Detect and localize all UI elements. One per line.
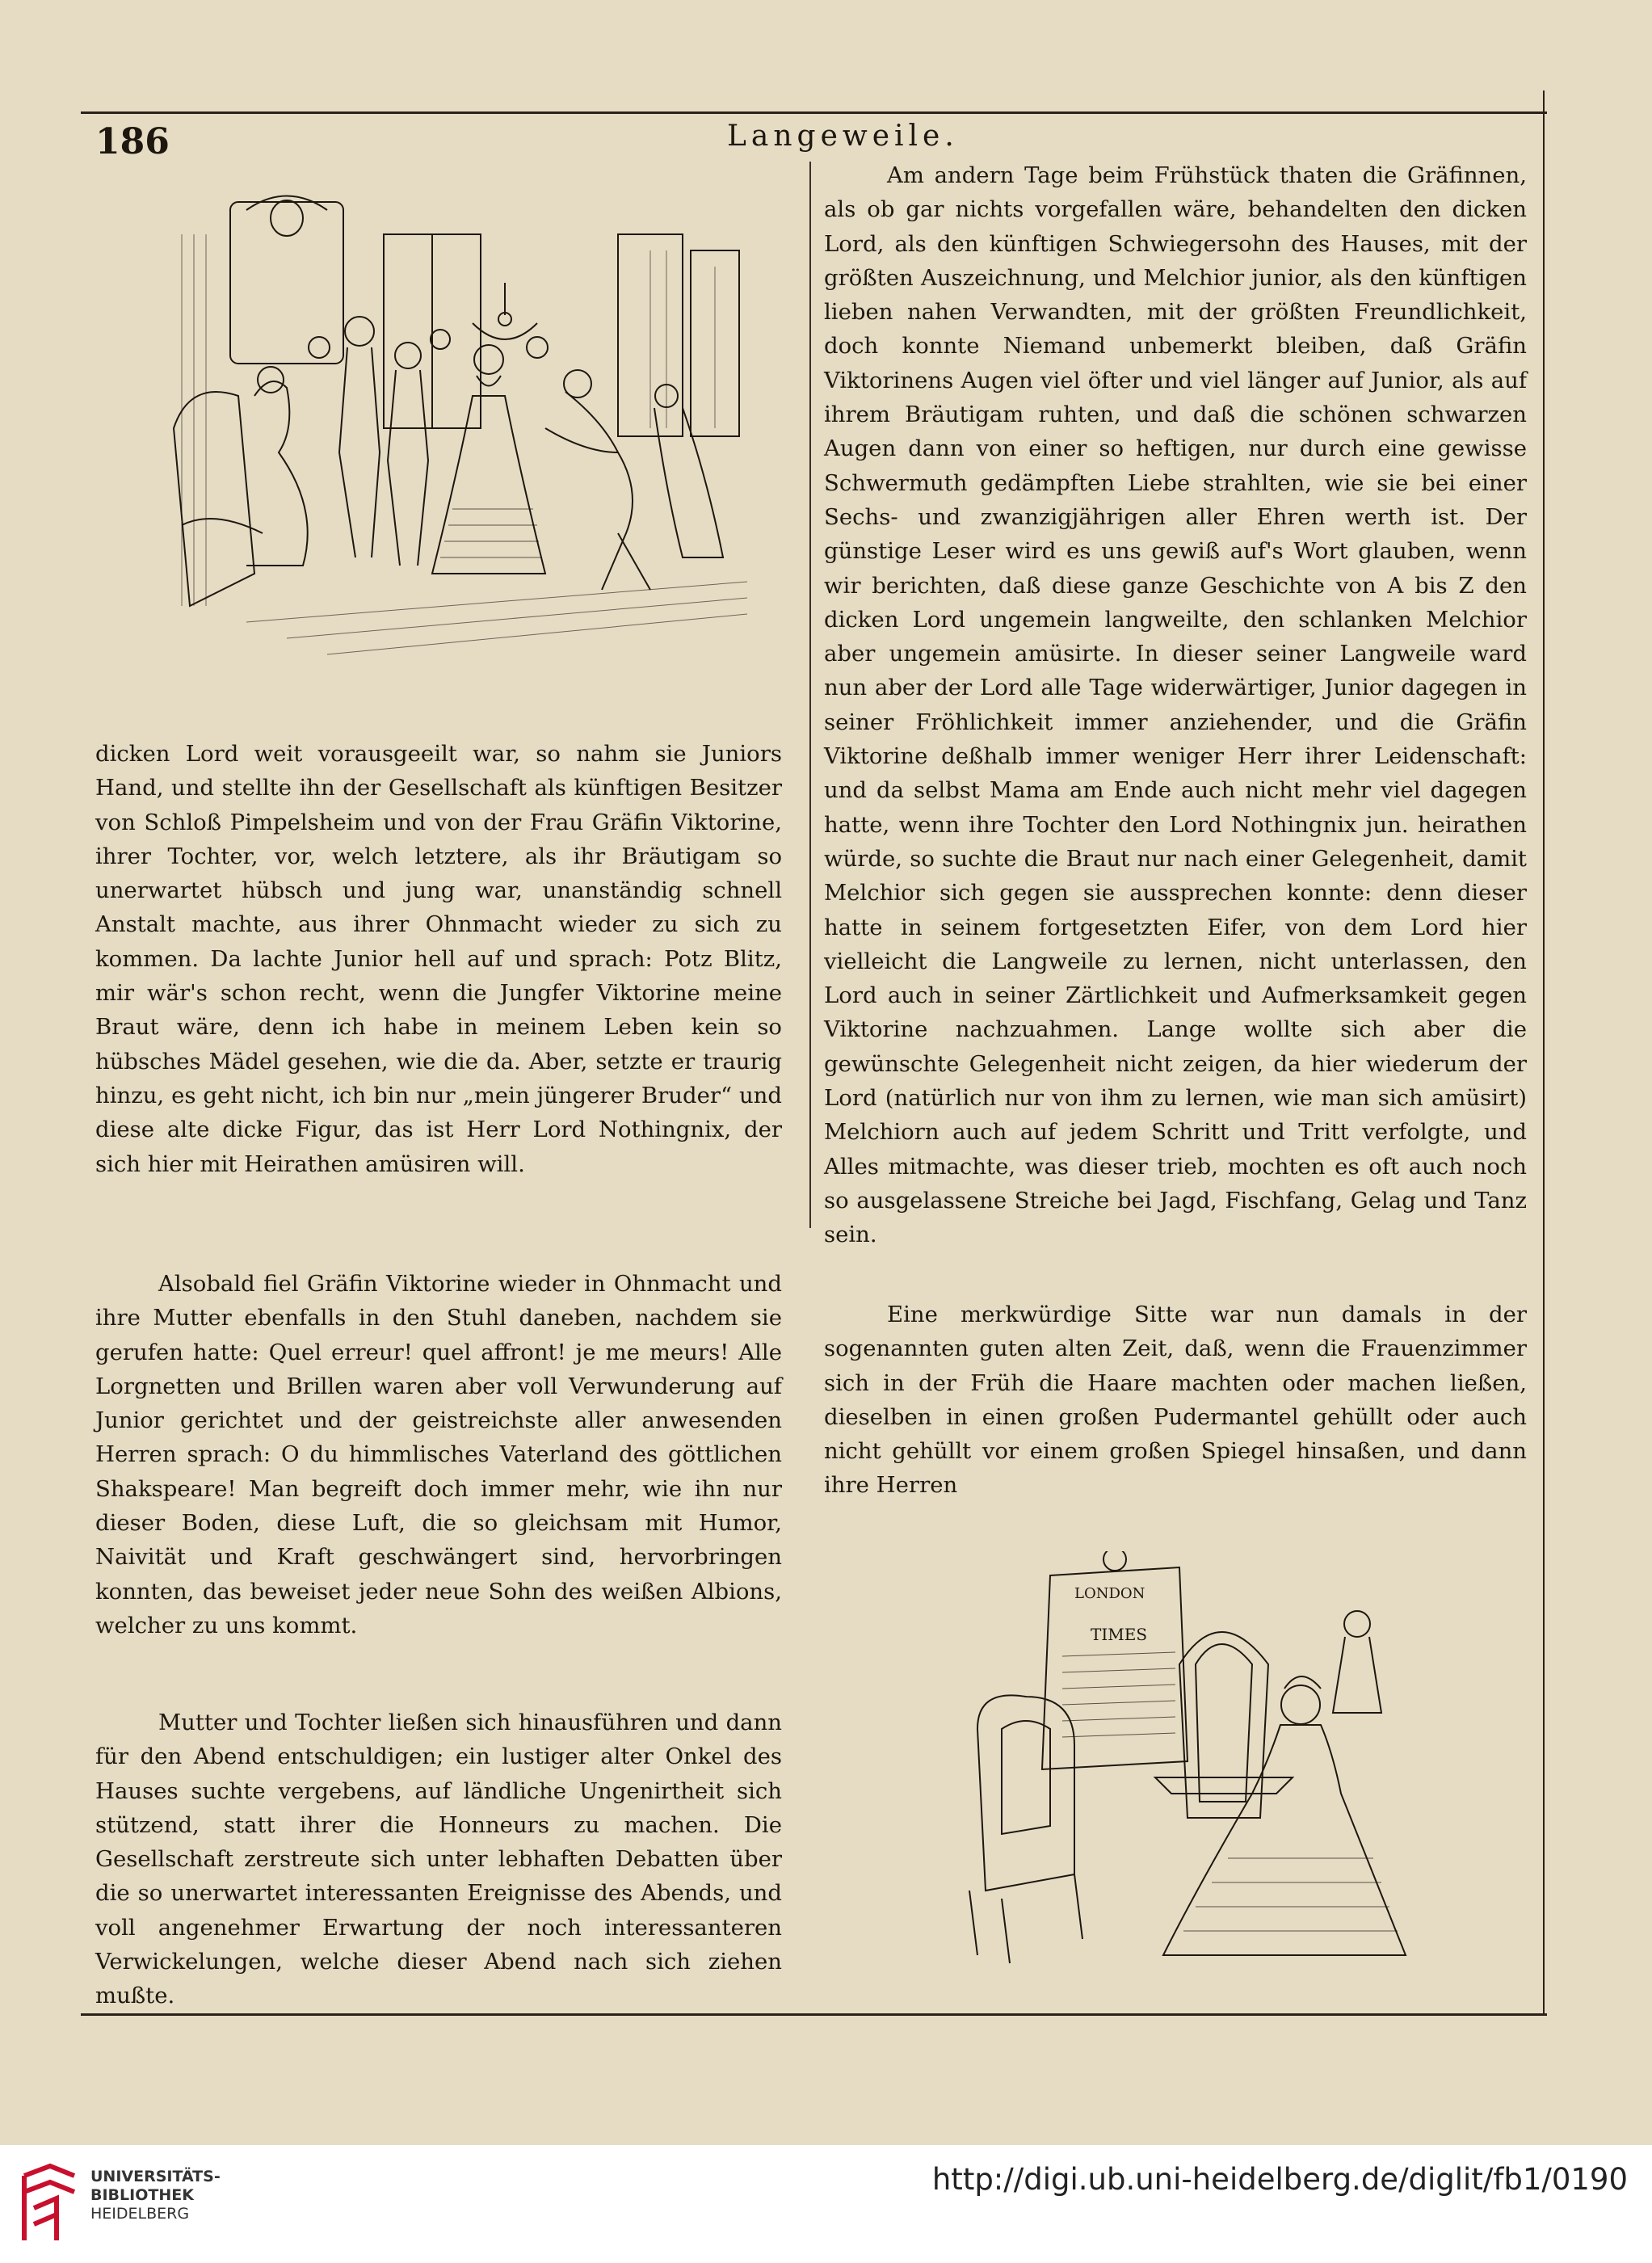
paragraph-text: Alsobald fiel Gräfin Viktorine wieder in Ohnmacht und ihre Mutter ebenfalls in den Stuhl daneben, nachdem sie gerufen hatte: Quel erreur! quel affront! je me meurs! Alle Lorgnetten und Brillen waren aber voll Verwunderung auf Junior gerichtet und der geistreichste aller anwesenden Herren sprach: O du himmlisches Vaterland des göttlichen Shakspeare! Man begreift doch immer mehr, wie ihn nur dieser Boden, diese Luft, die so gleichsam mit Humor, Naivität und Kraft geschwängert sind, hervorbringen konnten, das beweiset jeder neue Sohn des weißen Albions, welcher zu uns kommt. bbox=[95, 1271, 782, 1638]
library-name-line-2: BIBLIOTHEK bbox=[90, 2186, 194, 2204]
paragraph-text: Am andern Tage beim Frühstück thaten die Gräfinnen, als ob gar nichts vorgefallen wäre, behandelten den dicken Lord, als den künftigen Schwiegersohn des Hauses, mit der größten Auszeichnung, und Melchior junior, als den künftigen lieben nahen Verwandten, mit der größten Freundlichkeit, doch konnte Niemand unbemerkt bleiben, daß Gräfin Viktorinens Augen viel öfter und viel länger auf Junior, als auf ihrem Bräutigam ruhten, und daß die schönen schwarzen Augen dann von einer so heftigen, nur durch eine gewisse Schwermuth gedämpften Liebe strahlten, wie sie bei einer Sechs- und zwanzigjährigen aller Ehren werth ist. Der günstige Leser wird es uns gewiß auf's Wort glauben, wenn wir berichten, daß diese ganze Geschichte von A bis Z den dicken Lord ungemein langweilte, den schlanken Melchior aber ungemein amüsirte. In dieser seiner Langweile ward nun aber der Lord alle Tage widerwärtiger, Junior dagegen in seiner Fröhlichkeit immer anziehender, und die Gräfin Viktorine deßhalb immer weniger Herr ihrer Leidenschaft: und da selbst Mama am Ende auch nicht mehr viel dagegen hatte, wenn ihre Tochter den Lord Nothingnix jun. heirathen würde, so suchte die Braut nur nach einer Gelegenheit, damit Melchior sich gegen sie aussprechen konnte: denn dieser hatte in seinem fortgesetzten Eifer, von dem Lord hier vielleicht die Langweile zu lernen, nicht unterlassen, den Lord auch in seiner Zärtlichkeit und Aufmerksamkeit gegen Viktorine nachzuahmen. Lange wollte sich aber die gewünschte Gelegenheit nicht zeigen, da hier wiederum der Lord (natürlich nur von ihm zu lernen, wie man sich amüsirt) Melchiorn auch auf jedem Schritt und Tritt verfolgte, und Alles mitmachte, was dieser trieb, mochten es oft auch noch so ausgelassene Streiche bei Jagd, Fischfang, Gelag und Tanz sein. bbox=[824, 162, 1527, 1248]
library-name bbox=[90, 2168, 221, 2223]
salon-scene-illustration bbox=[166, 186, 771, 695]
header-rule bbox=[81, 111, 1547, 114]
page-number: 186 bbox=[95, 121, 170, 162]
right-column-paragraph-1 bbox=[824, 158, 1527, 1252]
left-column-paragraph-1 bbox=[95, 737, 782, 1181]
library-name-line-3: HEIDELBERG bbox=[90, 2205, 190, 2223]
running-title: Langeweile. bbox=[727, 120, 959, 153]
hairdressing-scene-illustration bbox=[953, 1551, 1438, 1979]
right-border-rule bbox=[1543, 90, 1545, 2015]
library-name-line-1: UNIVERSITÄTS- bbox=[90, 2168, 221, 2185]
university-library-logo-icon bbox=[18, 2160, 81, 2248]
left-column-paragraph-3 bbox=[95, 1706, 782, 2013]
paragraph-text: dicken Lord weit vorausgeeilt war, so nahm sie Juniors Hand, und stellte ihn der Gesellschaft als künftigen Besitzer von Schloß Pimpelsheim und von der Frau Gräfin Viktorine, ihrer Tochter, vor, welch letztere, als ihr Bräutigam so unerwartet hübsch und jung war, unanständig schnell Anstalt machte, aus ihrer Ohnmacht wieder zu sich zu kommen. Da lachte Junior hell auf und sprach: Potz Blitz, mir wär's schon recht, wenn die Jungfer Viktorine meine Braut wäre, denn ich habe in meinem Leben kein so hübsches Mädel gesehen, wie die da. Aber, setzte er traurig hinzu, es geht nicht, ich bin nur „mein jüngerer Bruder“ und diese alte dicke Figur, das ist Herr Lord Nothingnix, der sich hier mit Heirathen amüsiren will. bbox=[95, 741, 782, 1177]
footer-rule bbox=[81, 2013, 1547, 2016]
paragraph-text: Eine merkwürdige Sitte war nun damals in der sogenannten guten alten Zeit, daß, wenn die Frauenzimmer sich in der Früh die Haare machten oder machen ließen, dieselben in einen großen Pudermantel gehüllt oder auch nicht gehüllt vor einem großen Spiegel hinsaßen, und dann ihre Herren bbox=[824, 1302, 1527, 1499]
newspaper-masthead: LONDON bbox=[1074, 1585, 1145, 1602]
left-column-paragraph-2 bbox=[95, 1267, 782, 1643]
paragraph-text: Mutter und Tochter ließen sich hinausführen und dann für den Abend entschuldigen; ein lustiger alter Onkel des Hauses suchte vergebens, auf ländliche Ungenirtheit sich stützend, statt ihrer die Honneurs zu machen. Die Gesellschaft zerstreute sich unter lebhaften Debatten über die so unerwartet interessanten Ereignisse des Abends, und voll angenehmer Erwartung der noch interessanteren Verwickelungen, welche dieser Abend nach sich ziehen mußte. bbox=[95, 1710, 782, 2009]
right-column-paragraph-2 bbox=[824, 1298, 1527, 1503]
digital-object-url[interactable]: http://digi.ub.uni-heidelberg.de/diglit/fb1/0190 bbox=[931, 2162, 1628, 2197]
column-separator bbox=[809, 162, 811, 1228]
newspaper-title: TIMES bbox=[1091, 1625, 1148, 1644]
